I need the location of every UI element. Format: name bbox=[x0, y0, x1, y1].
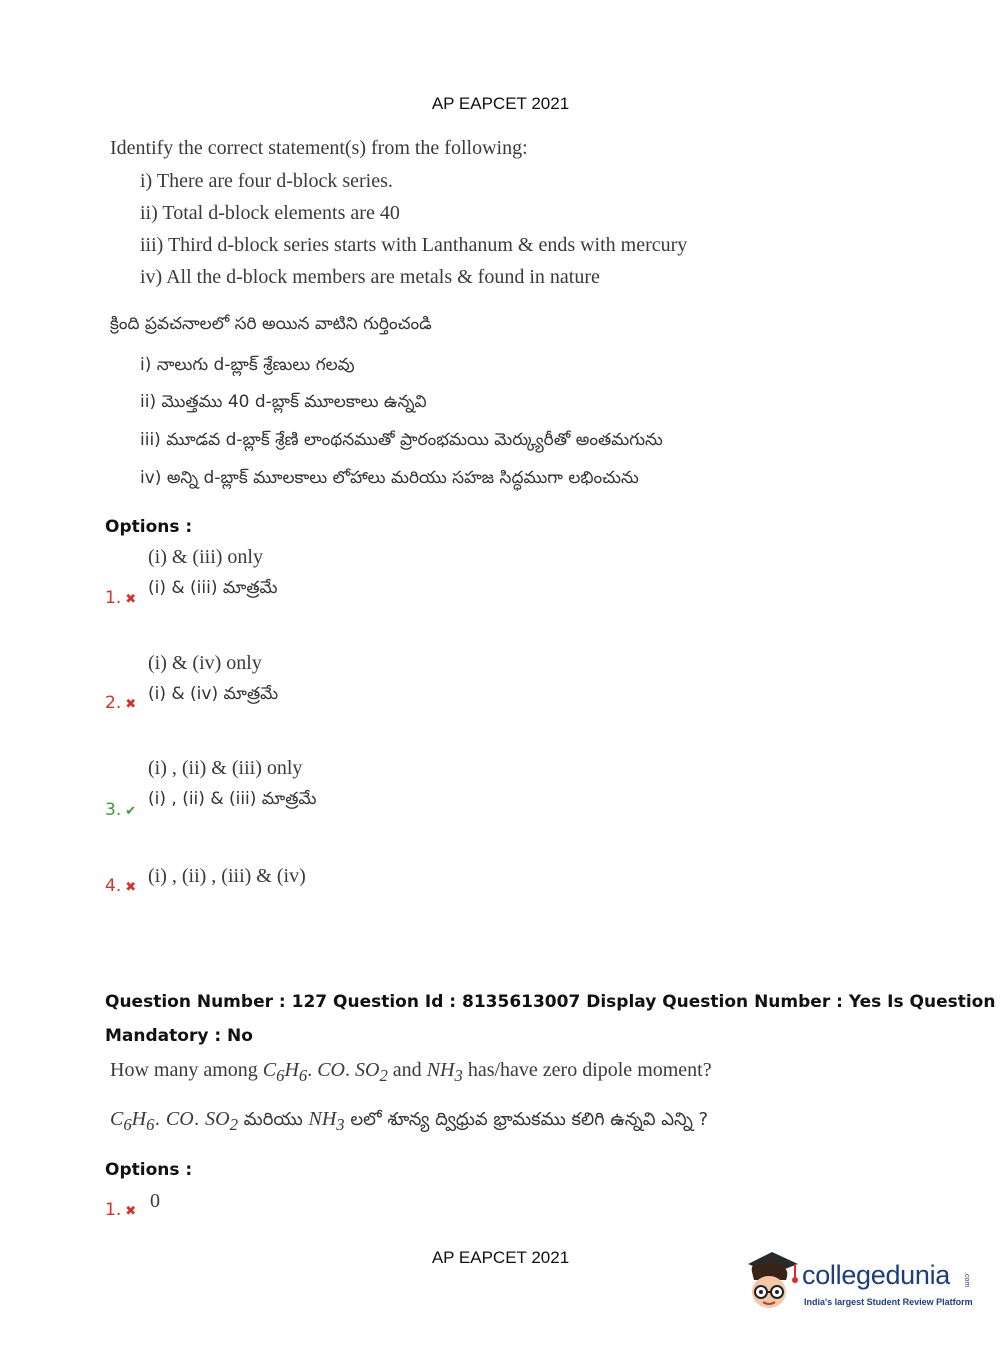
q127-option-1-number bbox=[105, 1200, 136, 1220]
formula-sep: . bbox=[345, 1059, 356, 1081]
option-1-num-label: 1. bbox=[105, 588, 122, 608]
option-1-text-te: (i) & (iii) మాత్రమే bbox=[148, 578, 278, 598]
q127-option-1-num-label: 1. bbox=[105, 1200, 122, 1220]
formula-sub: 6 bbox=[123, 1115, 132, 1134]
formula-nh: NH bbox=[426, 1059, 455, 1081]
formula-so: SO bbox=[205, 1108, 230, 1130]
options-label: Options : bbox=[105, 517, 193, 537]
formula-so2 bbox=[205, 1108, 238, 1134]
formula-sub: 2 bbox=[379, 1066, 388, 1085]
question-stem-te: క్రింది ప్రవచనాలలో సరి అయిన వాటిని గుర్తించండి bbox=[110, 314, 432, 334]
stem-prefix: How many among bbox=[110, 1059, 263, 1081]
formula-sep: . bbox=[154, 1109, 166, 1130]
question-stem-en: Identify the correct statement(s) from the following: bbox=[110, 137, 528, 159]
statement-en-4: iv) All the d-block members are metals & found in nature bbox=[140, 266, 600, 288]
option-4-number bbox=[105, 876, 136, 896]
check-mark-icon: ✔ bbox=[125, 804, 137, 819]
page-header: AP EAPCET 2021 bbox=[431, 94, 570, 113]
q127-option-1-text: 0 bbox=[150, 1190, 160, 1212]
formula-h: H bbox=[284, 1059, 299, 1081]
statement-en-2: ii) Total d-block elements are 40 bbox=[140, 202, 400, 224]
question-meta-line-2: Mandatory : No bbox=[105, 1026, 253, 1046]
formula-nh3 bbox=[308, 1108, 345, 1134]
formula-c: C bbox=[110, 1108, 124, 1130]
formula-and-te: మరియు bbox=[237, 1109, 309, 1130]
option-3-text-te: (i) , (ii) & (iii) మాత్రమే bbox=[148, 789, 317, 809]
formula-sub: 6 bbox=[276, 1066, 285, 1085]
stem-suffix-te: లలో శూన్య ద్విధ్రువ భ్రామకము కలిగి ఉన్నవి ఎన్ని ? bbox=[344, 1109, 709, 1130]
statement-te-3: iii) మూడవ d-బ్లాక్ శ్రేణి లాంథనముతో ప్రారంభమయి మెర్క్యురీతో అంతమగును bbox=[140, 430, 663, 450]
formula-co: CO bbox=[317, 1059, 346, 1081]
statement-en-3: iii) Third d-block series starts with Lanthanum & ends with mercury bbox=[140, 234, 688, 256]
formula-co: CO bbox=[165, 1108, 194, 1130]
formula-benzene bbox=[262, 1059, 308, 1085]
formula-sub: 3 bbox=[454, 1066, 463, 1085]
wrong-mark-icon: ✖ bbox=[125, 697, 137, 712]
formula-nh: NH bbox=[308, 1108, 337, 1130]
formula-sep: . bbox=[307, 1059, 318, 1081]
formula-so2 bbox=[355, 1059, 388, 1085]
statement-te-4: iv) అన్ని d-బ్లాక్ మూలకాలు లోహాలు మరియు సహజ సిద్ధముగా లభించును bbox=[140, 468, 639, 488]
wrong-mark-icon: ✖ bbox=[125, 592, 137, 607]
option-1-text-en: (i) & (iii) only bbox=[148, 546, 263, 568]
page-footer: AP EAPCET 2021 bbox=[431, 1248, 570, 1267]
formula-sub: 3 bbox=[336, 1115, 345, 1134]
stem-suffix: has/have zero dipole moment? bbox=[462, 1059, 712, 1081]
logo-tagline: India's largest Student Review Platform bbox=[804, 1297, 973, 1307]
statement-en-1: i) There are four d-block series. bbox=[140, 170, 393, 192]
formula-benzene bbox=[110, 1108, 155, 1134]
formula-h: H bbox=[131, 1108, 147, 1130]
logo-name: collegedunia bbox=[802, 1260, 951, 1290]
formula-sub: 6 bbox=[298, 1066, 308, 1085]
wrong-mark-icon: ✖ bbox=[125, 1204, 137, 1219]
question-127-stem-en bbox=[110, 1059, 712, 1086]
option-3-text-en: (i) , (ii) & (iii) only bbox=[148, 757, 303, 779]
formula-so: SO bbox=[355, 1059, 380, 1081]
mascot-icon bbox=[742, 1250, 802, 1312]
option-2-number bbox=[105, 693, 136, 713]
formula-c: C bbox=[262, 1059, 277, 1081]
option-2-text-te: (i) & (iv) మాత్రమే bbox=[148, 684, 279, 704]
option-1-number bbox=[105, 588, 136, 608]
option-3-number bbox=[105, 800, 136, 820]
formula-sub: 2 bbox=[229, 1115, 238, 1134]
collegedunia-logo bbox=[742, 1250, 973, 1320]
logo-domain: .com bbox=[963, 1272, 970, 1288]
question-127-stem-te bbox=[110, 1108, 708, 1135]
formula-and: and bbox=[387, 1059, 427, 1081]
statement-te-2: ii) మొత్తము 40 d-బ్లాక్ మూలకాలు ఉన్నవి bbox=[140, 392, 427, 412]
statement-te-1: i) నాలుగు d-బ్లాక్ శ్రేణులు గలవు bbox=[140, 355, 355, 375]
option-4-num-label: 4. bbox=[105, 876, 122, 896]
question-meta-line-1: Question Number : 127 Question Id : 8135613007 Display Question Number : Yes Is Question bbox=[105, 992, 996, 1012]
formula-sep: . bbox=[193, 1109, 206, 1130]
options-label-127: Options : bbox=[105, 1160, 193, 1180]
option-2-text-en: (i) & (iv) only bbox=[148, 652, 262, 674]
option-4-text-en: (i) , (ii) , (iii) & (iv) bbox=[148, 865, 306, 887]
wrong-mark-icon: ✖ bbox=[125, 880, 137, 895]
option-2-num-label: 2. bbox=[105, 693, 122, 713]
formula-nh3 bbox=[426, 1059, 463, 1085]
formula-sub: 6 bbox=[146, 1115, 155, 1134]
option-3-num-label: 3. bbox=[105, 800, 122, 820]
